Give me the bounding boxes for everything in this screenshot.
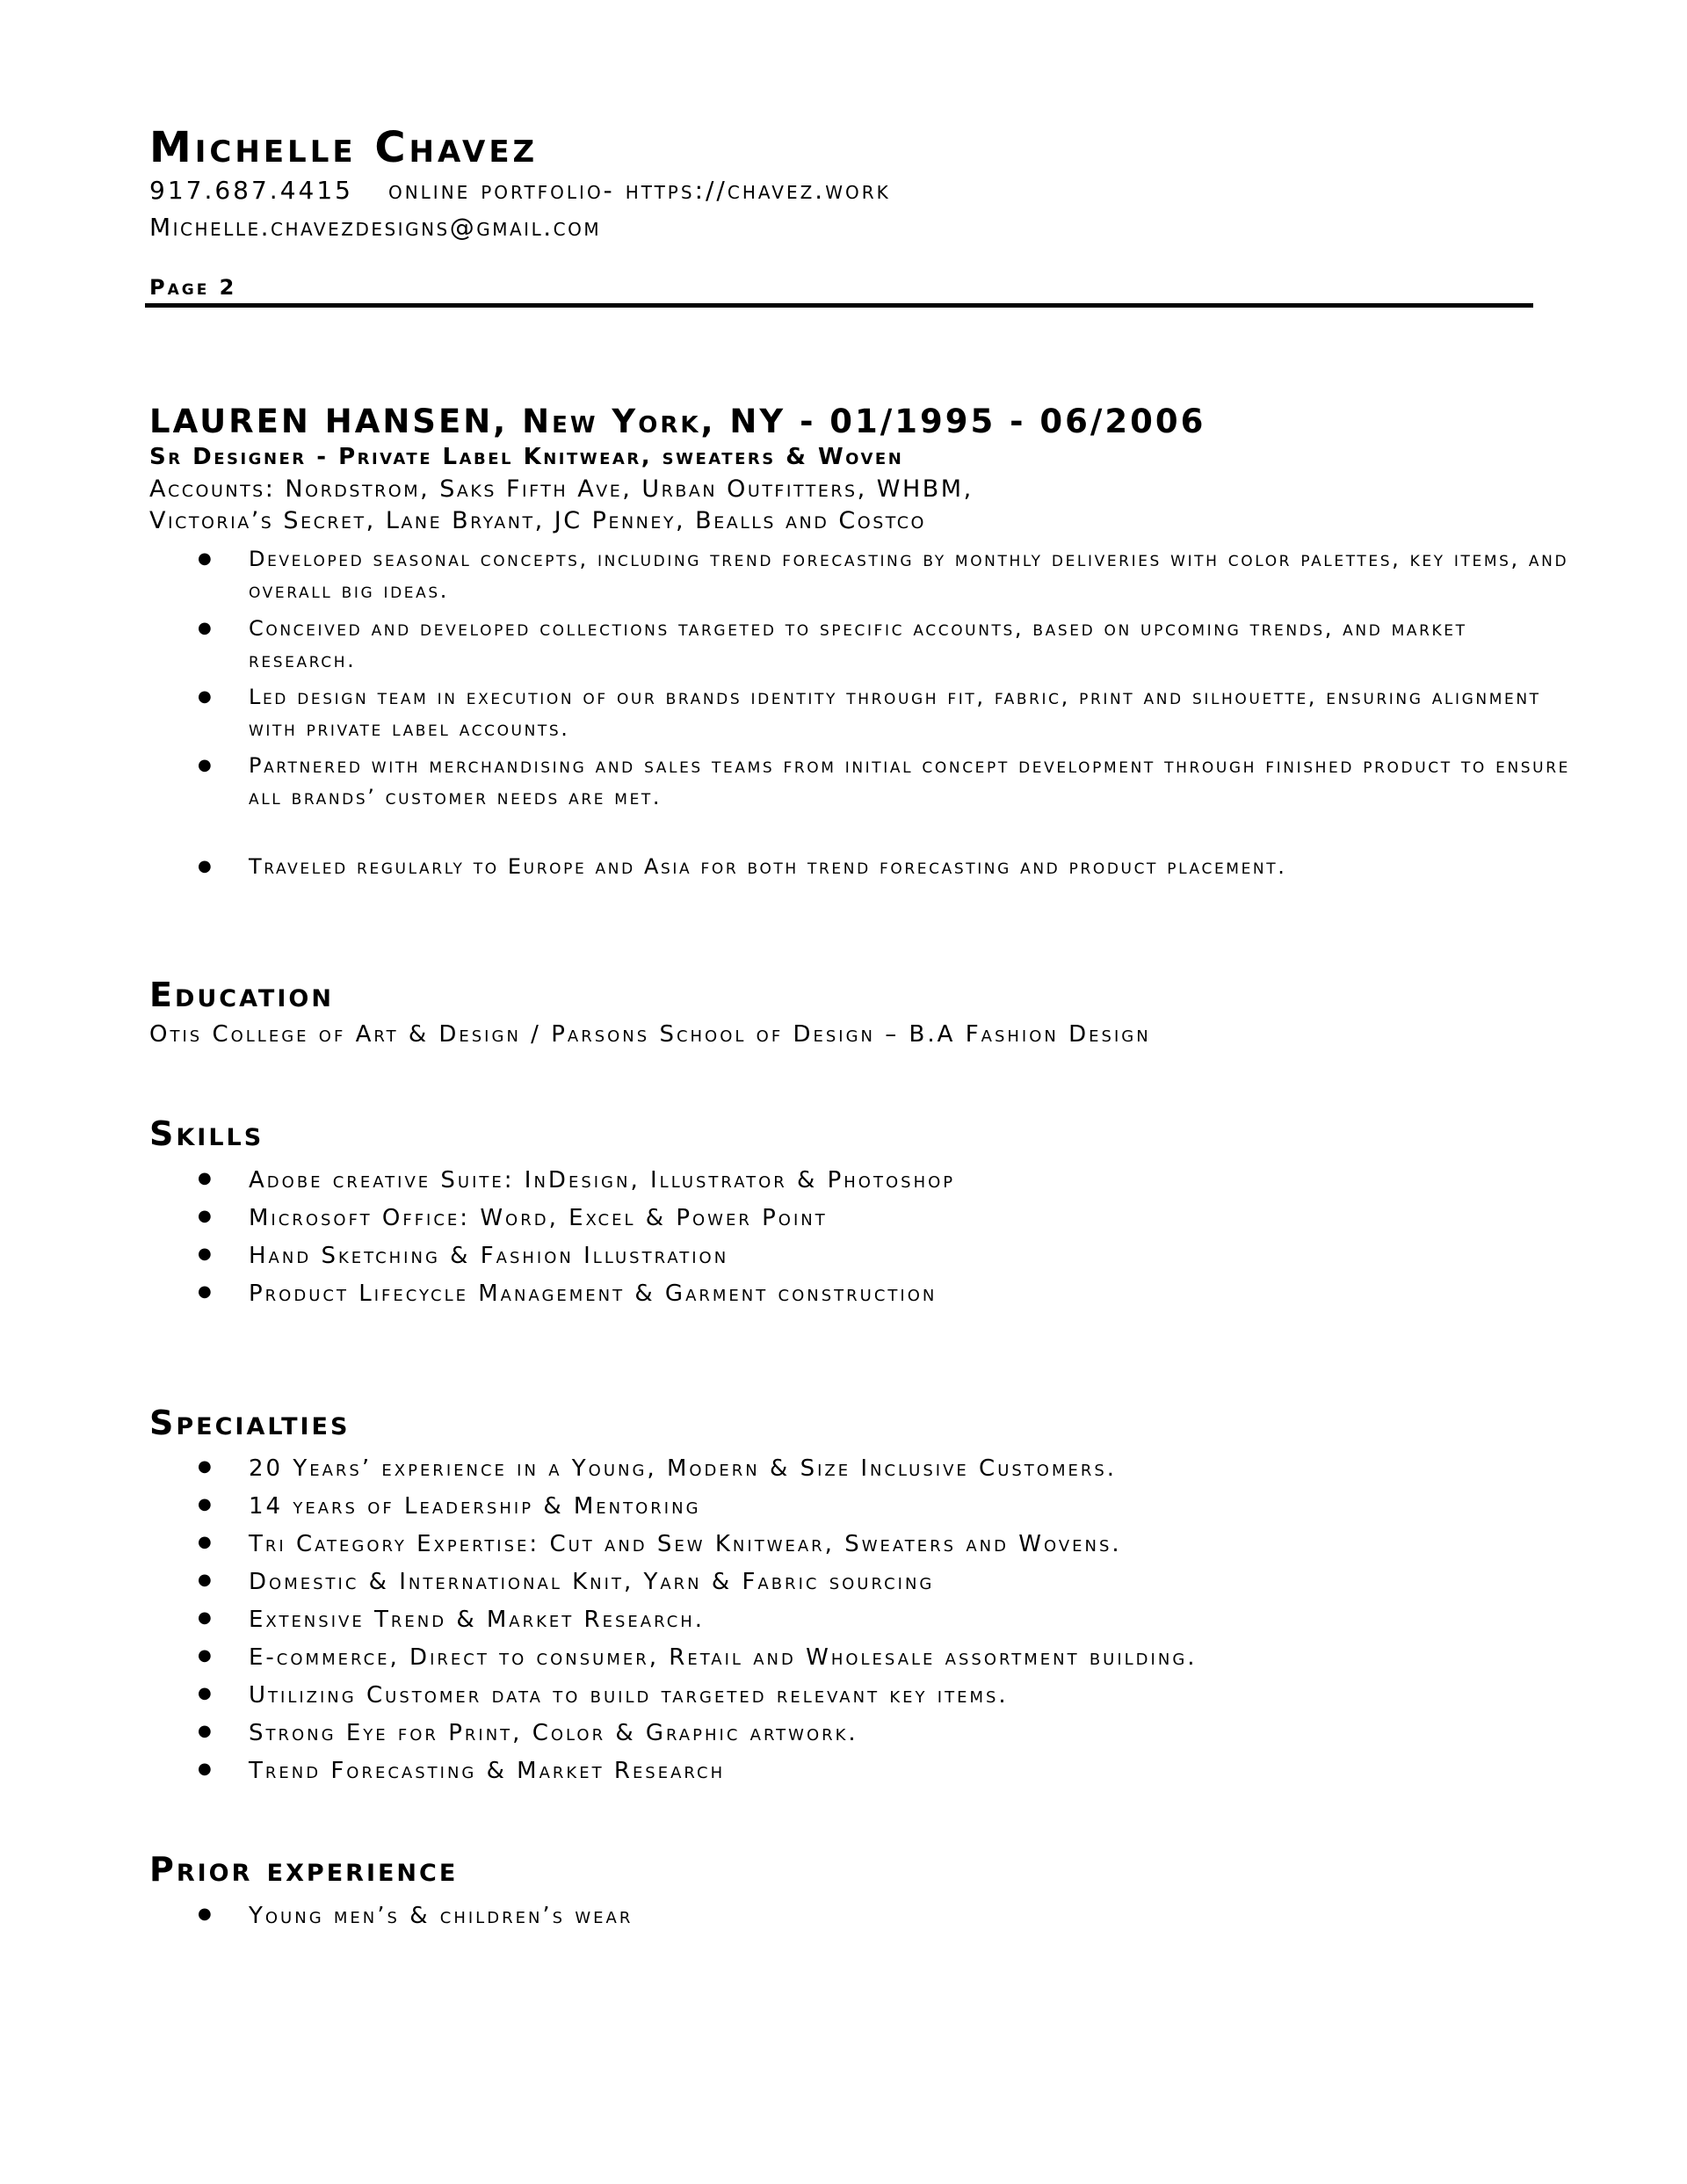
skill-item: ● Microsoft Office: Word, Excel & Power Point — [249, 1205, 828, 1231]
job-accounts-line-1: Accounts: Nordstrom, Saks Fifth Ave, Urban Outfitters, WHBM, — [149, 475, 974, 503]
job-bullet: ● Traveled regularly to Europe and Asia for both trend forecasting and product placement. — [249, 851, 1575, 882]
skills-heading: Skills — [149, 1114, 264, 1153]
specialty-item: ● Extensive Trend & Market Research. — [249, 1607, 705, 1633]
phone-number: 917.687.4415 — [149, 176, 353, 205]
specialty-item: ● Domestic & International Knit, Yarn & Fabric sourcing — [249, 1569, 934, 1595]
prior-experience-heading: Prior experience — [149, 1850, 459, 1889]
skill-item: ● Hand Sketching & Fashion Illustration — [249, 1243, 728, 1269]
education-text: Otis College of Art & Design / Parsons School of Design – B.A Fashion Design — [149, 1021, 1151, 1048]
page-number-label: Page 2 — [149, 275, 237, 300]
specialty-item: ● Strong Eye for Print, Color & Graphic artwork. — [249, 1720, 858, 1746]
specialty-item: ● Utilizing Customer data to build targeted relevant key items. — [249, 1682, 1009, 1709]
skill-item: ● Adobe creative Suite: InDesign, Illustrator & Photoshop — [249, 1167, 955, 1194]
job-company: LAUREN HANSEN, — [149, 403, 509, 440]
contact-line — [149, 176, 891, 205]
job-bullet: ● Partnered with merchandising and sales teams from initial concept development through finished product to ensure all brands’ customer needs are met. — [249, 750, 1575, 813]
specialty-item: ● 14 years of Leadership & Mentoring — [249, 1493, 701, 1520]
specialty-item: ● 20 Years’ experience in a Young, Modern & Size Inclusive Customers. — [249, 1455, 1117, 1482]
specialties-heading: Specialties — [149, 1404, 351, 1442]
job-role: Sr Designer - Private Label Knitwear, sweaters & Woven — [149, 444, 904, 470]
specialty-item: ● Tri Category Expertise: Cut and Sew Knitwear, Sweaters and Wovens. — [249, 1531, 1122, 1557]
portfolio-link[interactable]: online portfolio- https://chavez.work — [387, 176, 891, 205]
email-address[interactable]: Michelle.chavezdesigns@gmail.com — [149, 213, 602, 242]
job-accounts-line-2: Victoria’s Secret, Lane Bryant, JC Penney, Bealls and Costco — [149, 507, 927, 534]
candidate-name: Michelle Chavez — [149, 123, 539, 172]
header-divider — [145, 303, 1533, 308]
specialty-item: ● Trend Forecasting & Market Research — [249, 1758, 725, 1784]
job-heading — [149, 403, 1206, 440]
specialty-item: ● E-commerce, Direct to consumer, Retail and Wholesale assortment building. — [249, 1644, 1198, 1671]
job-bullet: ● Developed seasonal concepts, including trend forecasting by monthly deliveries with color palettes, key items, and overall big ideas. — [249, 543, 1575, 606]
prior-experience-item: ● Young men’s & children’s wear — [249, 1903, 633, 1929]
skill-item: ● Product Lifecycle Management & Garment construction — [249, 1281, 937, 1307]
job-location-dates: New York, NY - 01/1995 - 06/2006 — [522, 403, 1206, 440]
job-bullet: ● Conceived and developed collections targeted to specific accounts, based on upcoming trends, and market research. — [249, 613, 1575, 676]
education-heading: Education — [149, 976, 334, 1014]
job-bullet: ● Led design team in execution of our brands identity through fit, fabric, print and silhouette, ensuring alignment with private label accounts. — [249, 681, 1575, 744]
